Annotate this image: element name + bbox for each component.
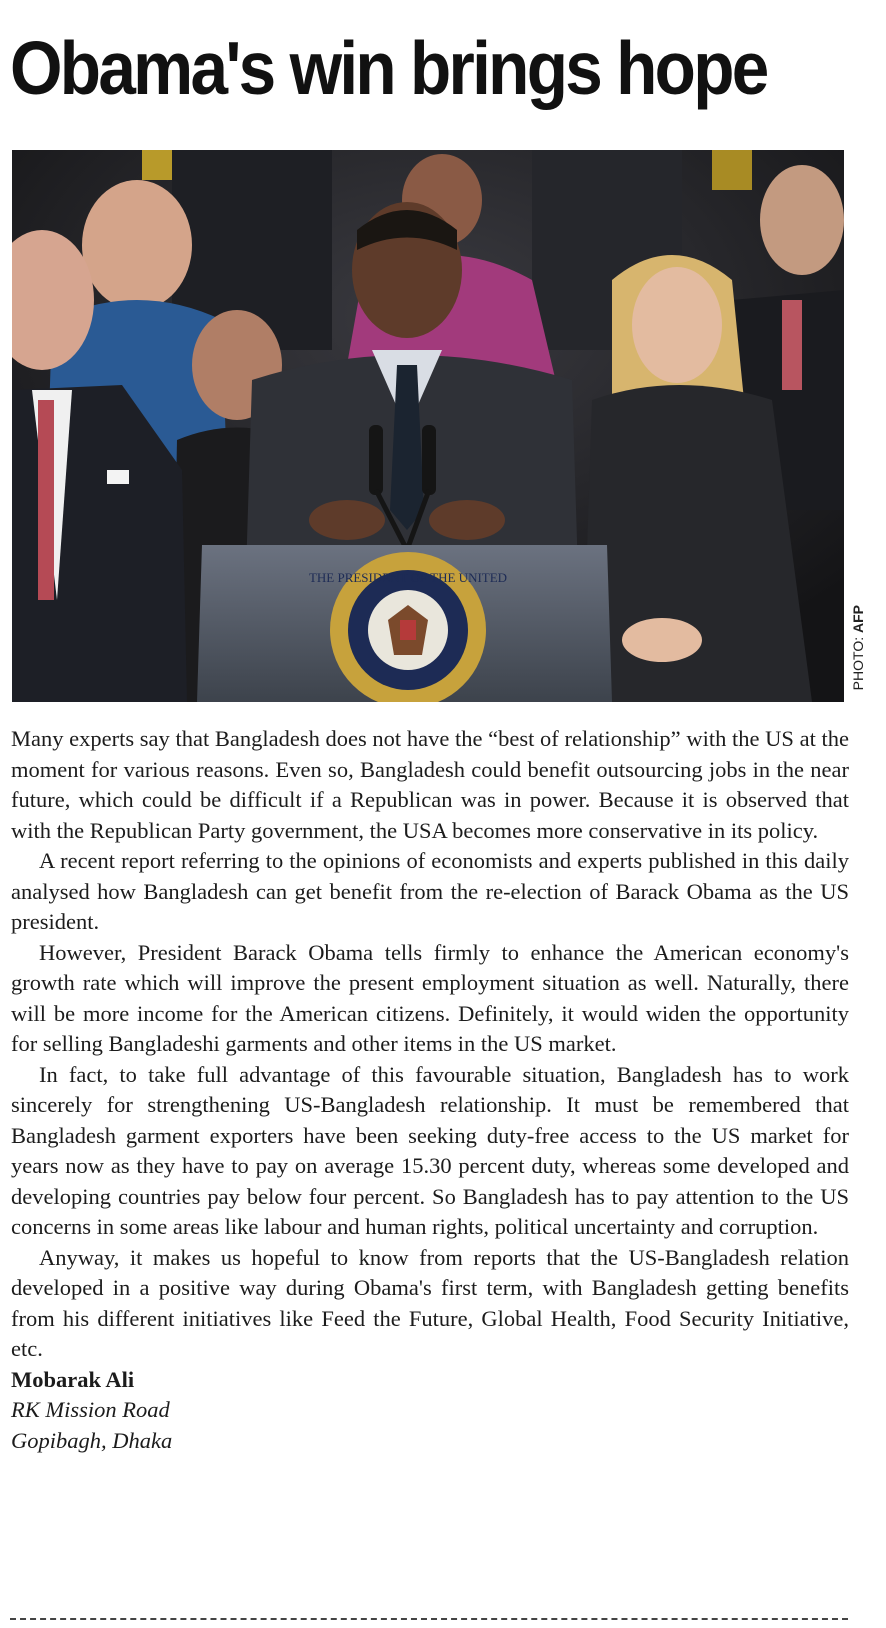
author-name: Mobarak Ali — [11, 1366, 135, 1392]
author-address-line-1: RK Mission Road — [11, 1397, 170, 1422]
article-paragraph: A recent report referring to the opinions of economists and experts published in this daily analysed how Bangladesh can get benefit from the re-election of Barack Obama as the US president. — [11, 848, 849, 934]
photo-credit-prefix: PHOTO: — [850, 633, 866, 691]
press-conference-illustration — [12, 150, 844, 702]
headline: Obama's win brings hope — [10, 26, 767, 110]
article-paragraph: Anyway, it makes us hopeful to know from reports that the US-Bangladesh relation developed in a positive way during Obama's first term, with Bangladesh getting benefits from his different initiatives like Feed the Future, Global Health, Food Security Initiative, etc. — [11, 1244, 849, 1361]
photo-credit — [846, 605, 870, 705]
photo-credit-agency: AFP — [850, 605, 866, 633]
seal-text: THE PRESIDENT OF THE UNITED — [308, 570, 508, 585]
article-paragraph: Many experts say that Bangladesh does not have the “best of relationship” with the US at the moment for various reasons. Even so, Bangladesh could benefit outsourcing jobs in the near future, which could be difficult if a Republican was in power. Because it is observed that with the Republican Party government, the USA becomes more conservative in its policy. — [11, 726, 849, 843]
news-photo — [12, 150, 844, 702]
author-address-line-2: Gopibagh, Dhaka — [11, 1427, 173, 1453]
article-paragraph: In fact, to take full advantage of this favourable situation, Bangladesh has to work sincerely for strengthening US-Bangladesh relationship. It must be remembered that Bangladesh garment exporters have been seeking duty-free access to the US market for years now as they have to pay on average 15.30 percent duty, whereas some developed and developing countries pay below four percent. So Bangladesh has to pay attention to the US concerns in some areas like labour and human rights, political uncertainty and corruption. — [11, 1061, 849, 1239]
dashed-divider — [10, 1618, 848, 1620]
article-paragraph: However, President Barack Obama tells firmly to enhance the American economy's growth rate which will improve the present employment situation as well. Naturally, there will be more income for the American citizens. Definitely, it would widen the opportunity for selling Bangladeshi garments and other items in the US market. — [11, 939, 849, 1056]
article-body — [11, 724, 849, 1456]
